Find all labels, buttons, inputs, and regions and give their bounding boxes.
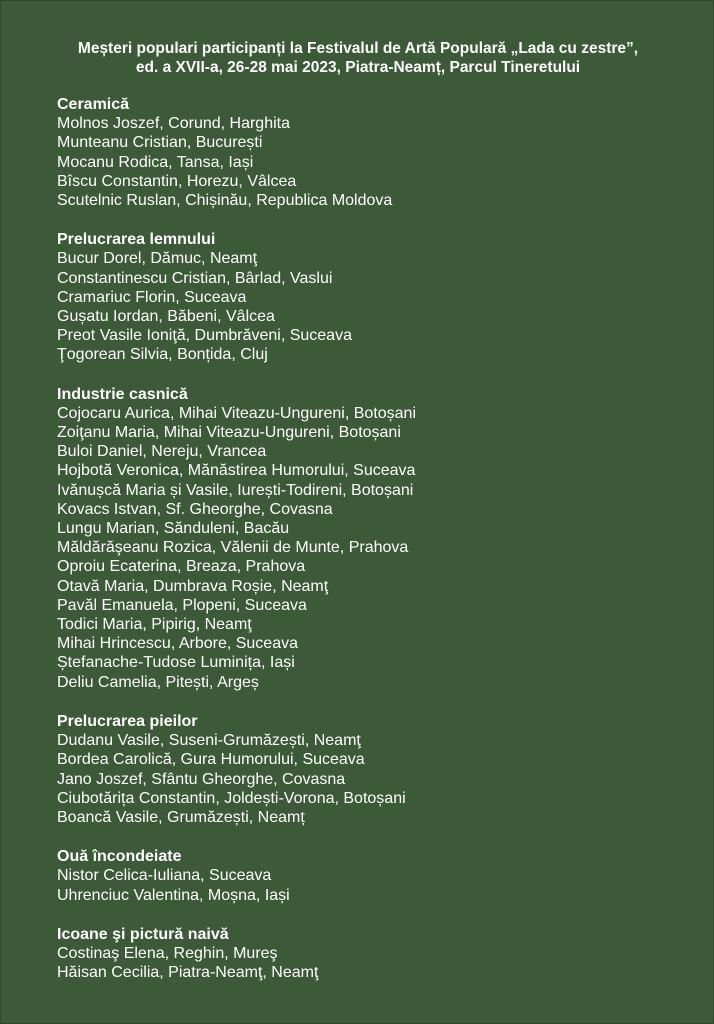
participant-entry: Constantinescu Cristian, Bârlad, Vaslui (57, 269, 333, 287)
participant-entry: Hojbotă Veronica, Mănăstirea Humorului, Suceava (57, 462, 416, 480)
section-heading: Prelucrarea lemnului (57, 231, 216, 249)
document-title (21, 39, 695, 77)
section-heading: Icoane şi pictură naivă (57, 925, 229, 943)
participant-entry: Cramariuc Florin, Suceava (57, 288, 247, 306)
participant-entry: Lungu Marian, Sănduleni, Bacău (57, 520, 290, 538)
participant-entry: Oproiu Ecaterina, Breaza, Prahova (57, 558, 306, 576)
section (57, 712, 697, 827)
participant-list (57, 95, 697, 1002)
section-heading: Prelucrarea pieilor (57, 712, 198, 730)
participant-entry: Costinaş Elena, Reghin, Mureş (57, 944, 278, 962)
participant-entry: Măldărăşeanu Rozica, Vălenii de Munte, Prahova (57, 539, 409, 557)
participant-entry: Dudanu Vasile, Suseni-Grumăzești, Neamţ (57, 732, 361, 750)
participant-entry: Buloi Daniel, Nereju, Vrancea (57, 443, 267, 461)
participant-entry: Ștefanache-Tudose Luminița, Iași (57, 654, 295, 672)
participant-entry: Boancă Vasile, Grumăzești, Neamț (57, 808, 305, 826)
participant-entry: Todici Maria, Pipirig, Neamţ (57, 616, 252, 634)
participant-entry: Otavă Maria, Dumbrava Roșie, Neamţ (57, 577, 329, 595)
participant-entry: Pavăl Emanuela, Plopeni, Suceava (57, 596, 307, 614)
title-line-2: ed. a XVII-a, 26-28 mai 2023, Piatra-Neamț, Parcul Tineretului (135, 59, 581, 76)
participant-entry: Ivănușcă Maria și Vasile, Iurești-Todireni, Botoșani (57, 481, 414, 499)
participant-entry: Deliu Camelia, Pitești, Argeș (57, 673, 259, 691)
participant-entry: Preot Vasile Ioniţă, Dumbrăveni, Suceava (57, 327, 352, 345)
participant-entry: Bîscu Constantin, Horezu, Vâlcea (57, 172, 297, 190)
section-heading: Ouă încondeiate (57, 848, 182, 866)
participant-entry: Hăisan Cecilia, Piatra-Neamţ, Neamţ (57, 964, 319, 982)
participant-entry: Bucur Dorel, Dămuc, Neamţ (57, 250, 258, 268)
participant-entry: Cojocaru Aurica, Mihai Viteazu-Ungureni, Botoșani (57, 404, 417, 422)
participant-entry: Scutelnic Ruslan, Chișinău, Republica Moldova (57, 192, 393, 210)
participant-entry: Ciubotărița Constantin, Joldești-Vorona, Botoșani (57, 789, 406, 807)
title-line-1: Meșteri populari participanți la Festivalul de Artă Populară „Lada cu zestre”, (77, 40, 639, 57)
section (57, 925, 697, 983)
participant-entry: Munteanu Cristian, București (57, 134, 263, 152)
section (57, 95, 697, 210)
participant-entry: Molnos Joszef, Corund, Harghita (57, 115, 290, 133)
participant-entry: Zoiţanu Maria, Mihai Viteazu-Ungureni, Botoșani (57, 424, 401, 442)
participant-entry: Kovacs Istvan, Sf. Gheorghe, Covasna (57, 500, 333, 518)
participant-entry: Ţogorean Silvia, Bonțida, Cluj (57, 346, 268, 364)
participant-entry: Nistor Celica-Iuliana, Suceava (57, 867, 272, 885)
section-heading: Industrie casnică (57, 385, 188, 403)
participant-entry: Mocanu Rodica, Tansa, Iași (57, 153, 254, 171)
participant-entry: Mihai Hrincescu, Arbore, Suceava (57, 635, 298, 653)
section (57, 385, 697, 692)
section (57, 230, 697, 364)
participant-entry: Gușatu Iordan, Băbeni, Vâlcea (57, 308, 275, 326)
participant-entry: Uhrenciuc Valentina, Moșna, Iași (57, 886, 290, 904)
participant-entry: Bordea Carolică, Gura Humorului, Suceava (57, 751, 365, 769)
section (57, 847, 697, 905)
participant-entry: Jano Joszef, Sfântu Gheorghe, Covasna (57, 770, 346, 788)
section-heading: Ceramică (57, 96, 130, 113)
